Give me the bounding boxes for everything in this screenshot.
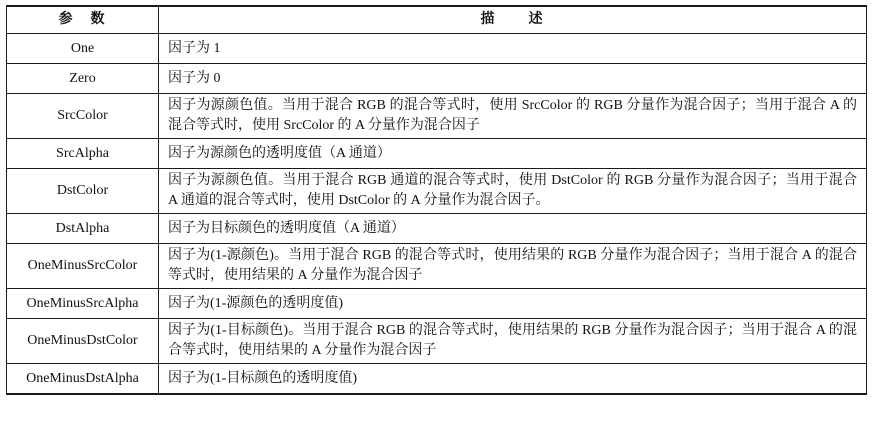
param-cell: Zero	[7, 64, 159, 94]
description-cell: 因子为 1	[159, 34, 867, 64]
param-cell: OneMinusSrcAlpha	[7, 289, 159, 319]
table-row	[7, 64, 867, 94]
param-cell: OneMinusSrcColor	[7, 244, 159, 289]
table-row	[7, 169, 867, 214]
description-cell: 因子为(1-目标颜色的透明度值)	[159, 364, 867, 395]
param-cell: SrcAlpha	[7, 139, 159, 169]
description-cell: 因子为源颜色的透明度值（A 通道）	[159, 139, 867, 169]
description-cell: 因子为(1-目标颜色)。当用于混合 RGB 的混合等式时，使用结果的 RGB 分量作为混合因子；当用于混合 A 的混合等式时，使用结果的 A 分量作为混合因子	[159, 319, 867, 364]
param-cell: OneMinusDstAlpha	[7, 364, 159, 395]
header-parameter: 参 数	[7, 6, 159, 34]
param-cell: DstAlpha	[7, 214, 159, 244]
header-description: 描 述	[159, 6, 867, 34]
table-row	[7, 139, 867, 169]
description-cell: 因子为 0	[159, 64, 867, 94]
table-row	[7, 364, 867, 395]
description-cell: 因子为(1-源颜色的透明度值)	[159, 289, 867, 319]
description-cell: 因子为源颜色值。当用于混合 RGB 通道的混合等式时，使用 DstColor 的 RGB 分量作为混合因子；当用于混合 A 通道的混合等式时，使用 DstColor 的 A 分量作为混合因子。	[159, 169, 867, 214]
table-row	[7, 289, 867, 319]
table-row	[7, 34, 867, 64]
table-row	[7, 214, 867, 244]
description-cell: 因子为(1-源颜色)。当用于混合 RGB 的混合等式时，使用结果的 RGB 分量作为混合因子；当用于混合 A 的混合等式时，使用结果的 A 分量作为混合因子	[159, 244, 867, 289]
table-row	[7, 319, 867, 364]
table-row	[7, 94, 867, 139]
description-cell: 因子为源颜色值。当用于混合 RGB 的混合等式时，使用 SrcColor 的 RGB 分量作为混合因子；当用于混合 A 的混合等式时，使用 SrcColor 的 A 分量作为混合因子	[159, 94, 867, 139]
param-cell: DstColor	[7, 169, 159, 214]
description-cell: 因子为目标颜色的透明度值（A 通道）	[159, 214, 867, 244]
blend-factor-table	[6, 5, 867, 395]
param-cell: SrcColor	[7, 94, 159, 139]
param-cell: OneMinusDstColor	[7, 319, 159, 364]
param-cell: One	[7, 34, 159, 64]
table-header-row	[7, 6, 867, 34]
table-row	[7, 244, 867, 289]
